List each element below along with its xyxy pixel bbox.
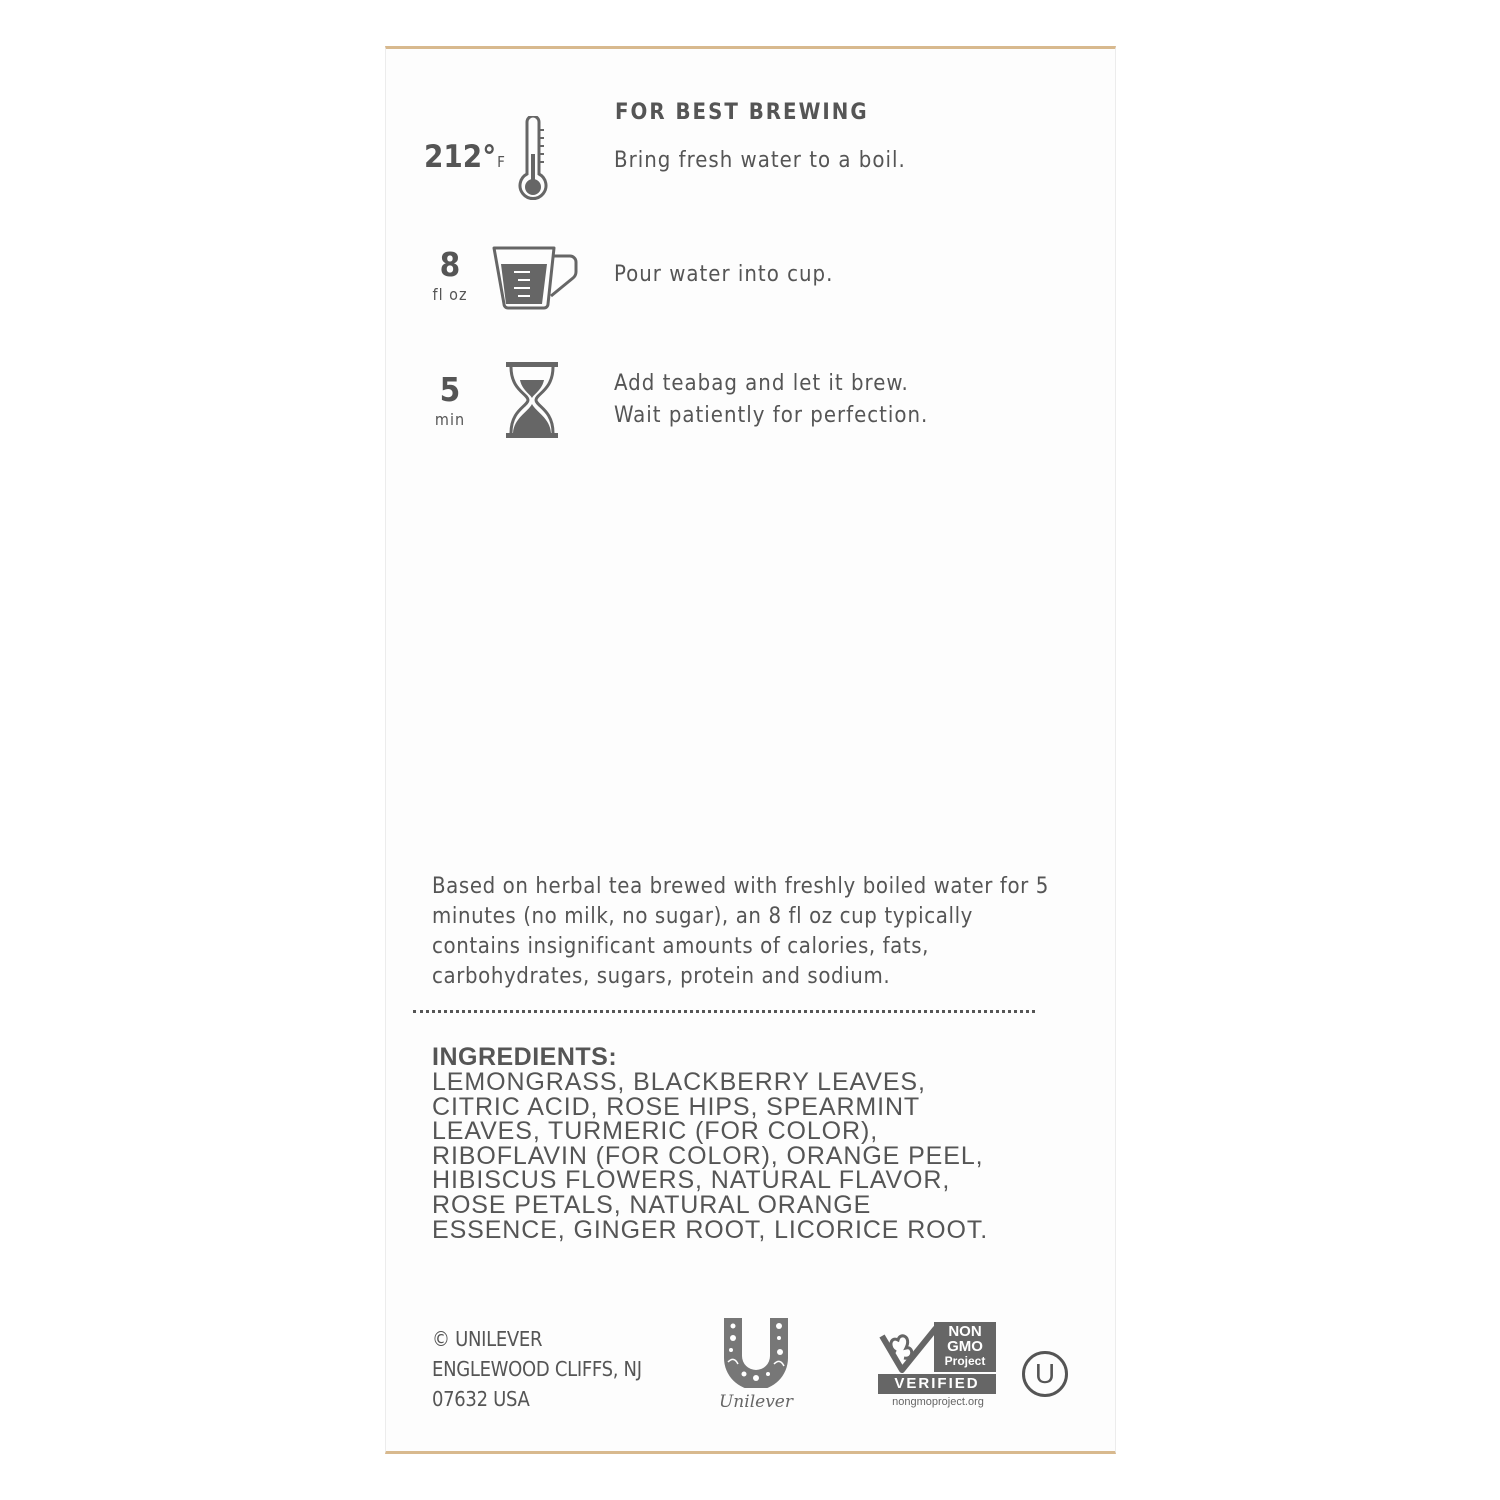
nongmo-non: NON xyxy=(948,1323,982,1340)
thermometer-icon xyxy=(514,116,552,204)
unilever-wordmark: Unilever xyxy=(718,1392,793,1412)
nongmo-box xyxy=(934,1322,996,1372)
time-value xyxy=(425,370,475,429)
step-boil-text: Bring fresh water to a boil. xyxy=(614,148,906,173)
hourglass-icon xyxy=(504,360,560,440)
time-unit: min xyxy=(434,410,466,429)
ingredients-title: INGREDIENTS: xyxy=(432,1043,618,1071)
address-line: © UNILEVER xyxy=(432,1327,543,1351)
ingredients-list xyxy=(432,1070,1052,1242)
unilever-logo xyxy=(714,1316,798,1412)
nongmo-verified: VERIFIED xyxy=(878,1374,996,1394)
step-brew-line-1: Add teabag and let it brew. xyxy=(614,371,909,396)
nongmo-url: nongmoproject.org xyxy=(892,1396,984,1408)
manufacturer-address xyxy=(432,1324,642,1414)
ingredients-line: LEMONGRASS, BLACKBERRY LEAVES, xyxy=(432,1068,926,1096)
ingredients-line: RIBOFLAVIN (FOR COLOR), ORANGE PEEL, xyxy=(432,1141,984,1170)
kosher-letter: U xyxy=(1034,1358,1056,1389)
nongmo-project: Project xyxy=(944,1354,986,1368)
address-line: 07632 USA xyxy=(432,1387,530,1411)
ingredients-line: ESSENCE, GINGER ROOT, LICORICE ROOT. xyxy=(432,1215,989,1244)
time-number: 5 xyxy=(439,370,461,409)
unilever-u-icon xyxy=(714,1316,798,1388)
measuring-cup-icon xyxy=(490,242,582,310)
ingredients-line: LEAVES, TURMERIC (FOR COLOR), xyxy=(432,1117,879,1146)
address-line: ENGLEWOOD CLIFFS, NJ xyxy=(432,1357,642,1381)
temperature-number: 212° xyxy=(424,139,497,175)
temperature-value xyxy=(424,139,505,175)
nutrition-note: Based on herbal tea brewed with freshly boiled water for 5 minutes (no milk, no sugar), an 8 fl oz cup typically contains insignificant amounts of calories, fats, carbohydrates, sugars, protein and sodium. xyxy=(432,874,1049,989)
step-brew-line-2: Wait patiently for perfection. xyxy=(614,403,929,428)
ingredients-line: ROSE PETALS, NATURAL ORANGE xyxy=(432,1190,872,1219)
volume-value xyxy=(425,245,475,304)
volume-unit: fl oz xyxy=(432,285,468,304)
nongmo-gmo: GMO xyxy=(947,1338,983,1355)
non-gmo-verified-badge xyxy=(878,1322,1000,1410)
ingredients-line: CITRIC ACID, ROSE HIPS, SPEARMINT xyxy=(432,1092,921,1121)
temperature-unit: F xyxy=(497,153,505,171)
brewing-heading: FOR BEST BREWING xyxy=(615,100,869,125)
volume-number: 8 xyxy=(439,245,461,284)
butterfly-check-icon xyxy=(878,1322,940,1378)
dotted-divider xyxy=(413,1010,1035,1013)
kosher-symbol xyxy=(1022,1351,1068,1397)
step-pour-text: Pour water into cup. xyxy=(614,262,834,287)
step-brew-text xyxy=(614,368,928,432)
ingredients-line: HIBISCUS FLOWERS, NATURAL FLAVOR, xyxy=(432,1166,951,1195)
